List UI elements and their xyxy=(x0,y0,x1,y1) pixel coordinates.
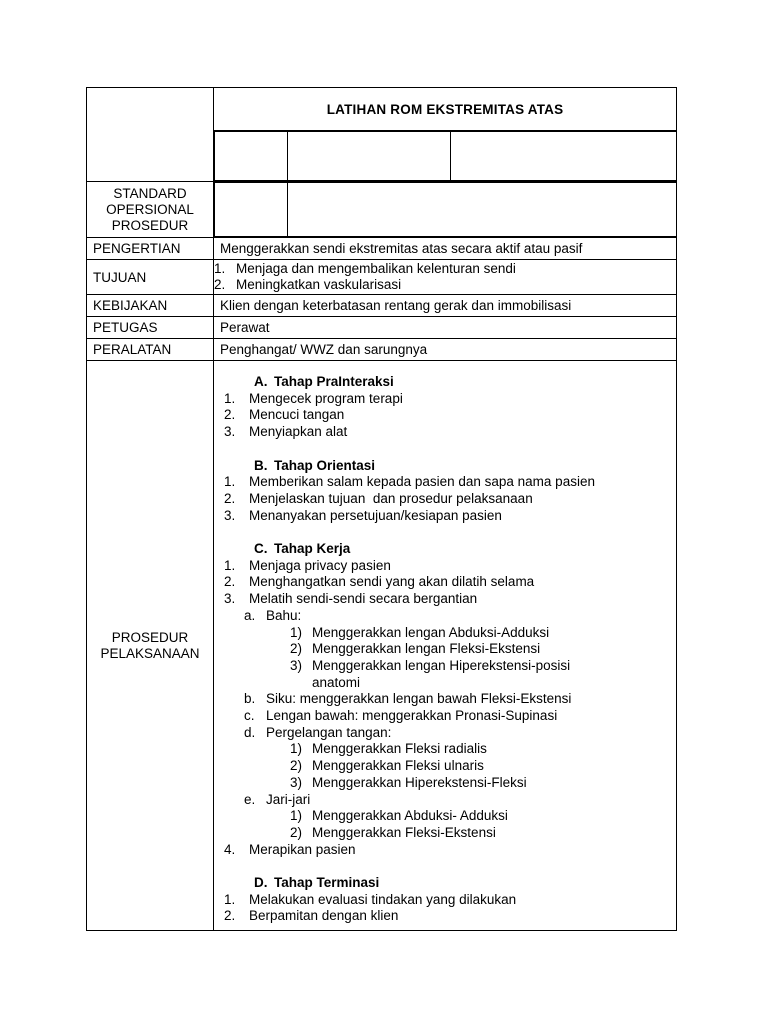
list-text: Mengecek program terapi xyxy=(249,390,403,406)
doc-number-cell xyxy=(215,132,288,181)
sop-document xyxy=(86,87,676,931)
prosedur-content xyxy=(214,361,677,931)
list-text: Melatih sendi-sendi secara bergantian xyxy=(249,591,478,607)
list-number: 1) xyxy=(290,808,303,824)
sop-label-line: STANDARD xyxy=(113,185,187,201)
list-text: Menggerakkan Hiperekstensi-Fleksi xyxy=(312,774,527,790)
step-title: Tahap Kerja xyxy=(274,541,351,556)
list-text: Menjelaskan tujuan dan prosedur pelaksanaan xyxy=(249,490,533,506)
sop-table xyxy=(86,87,677,931)
sop-label-line: PROSEDUR xyxy=(111,217,189,233)
document-title: LATIHAN ROM EKSTREMITAS ATAS xyxy=(214,88,677,131)
list-text: Menyiapkan alat xyxy=(249,424,348,440)
list-text: Menggerakkan Fleksi ulnaris xyxy=(312,758,484,774)
list-text: Menggerakkan lengan Fleksi-Ekstensi xyxy=(312,641,541,657)
sub-letter: a. xyxy=(244,607,256,623)
list-text: Menghangatkan sendi yang akan dilatih selama xyxy=(249,574,535,590)
list-text: Menjaga dan mengembalikan kelenturan sendi xyxy=(236,261,516,276)
list-text: Meningkatkan vaskularisasi xyxy=(236,277,402,292)
list-item xyxy=(224,842,676,859)
list-number: 1. xyxy=(224,390,236,406)
list-number: 1. xyxy=(224,474,236,490)
kebijakan-value: Klien dengan keterbatasan rentang gerak dan immobilisasi xyxy=(214,295,677,317)
page-cell xyxy=(451,132,677,181)
sub-letter: d. xyxy=(244,724,256,740)
list-text: Menggerakkan lengan Abduksi-Adduksi xyxy=(312,624,550,640)
sub-item xyxy=(224,608,676,625)
list-text: Menanyakan persetujuan/kesiapan pasien xyxy=(249,507,502,523)
sub-sub-item xyxy=(224,825,676,842)
list-item xyxy=(214,261,676,277)
list-text: Menggerakkan Abduksi- Adduksi xyxy=(312,808,508,824)
list-number: 3. xyxy=(224,507,236,523)
approval-cell xyxy=(288,183,677,237)
list-item xyxy=(224,508,676,525)
list-number: 2. xyxy=(224,407,236,423)
list-text: Menjaga privacy pasien xyxy=(249,557,391,573)
step-letter: C. xyxy=(254,541,268,556)
list-item xyxy=(214,277,676,293)
logo-cell xyxy=(87,88,214,182)
list-text: Menggerakkan lengan Hiperekstensi-posisi xyxy=(312,657,571,673)
date-cell xyxy=(215,183,288,237)
list-number: 2) xyxy=(290,758,303,774)
list-item xyxy=(224,574,676,591)
list-number: 1) xyxy=(290,624,303,640)
list-number: 2. xyxy=(214,277,226,292)
sub-text: Siku: menggerakkan lengan bawah Fleksi-Ekstensi xyxy=(266,691,572,707)
sub-letter: e. xyxy=(244,791,256,807)
revision-cell xyxy=(288,132,451,181)
sub-text: Bahu: xyxy=(266,607,302,623)
tujuan-list xyxy=(214,260,677,295)
peralatan-value: Penghangat/ WWZ dan sarungnya xyxy=(214,339,677,361)
list-item xyxy=(224,491,676,508)
list-number: 3) xyxy=(290,774,303,790)
list-text: Merapikan pasien xyxy=(249,841,356,857)
list-number: 3) xyxy=(290,657,303,673)
sub-text: Pergelangan tangan: xyxy=(266,724,392,740)
list-item xyxy=(224,908,676,925)
list-number: 2. xyxy=(224,574,236,590)
list-number: 1. xyxy=(224,891,236,907)
petugas-label: PETUGAS xyxy=(87,317,214,339)
list-number: 4. xyxy=(224,841,236,857)
sub-sub-item xyxy=(224,641,676,658)
list-number: 2. xyxy=(224,490,236,506)
list-item xyxy=(224,424,676,441)
step-heading xyxy=(224,541,676,558)
sub-item xyxy=(224,725,676,742)
list-number: 1. xyxy=(214,261,226,276)
list-number: 2) xyxy=(290,641,303,657)
prosedur-label xyxy=(87,361,214,931)
step-heading xyxy=(224,458,676,475)
step-title: Tahap Orientasi xyxy=(274,457,376,473)
list-number: 3. xyxy=(224,591,236,607)
sub-sub-item xyxy=(224,775,676,792)
sop-label xyxy=(87,182,214,238)
step-title: Tahap PraInteraksi xyxy=(274,374,394,389)
list-item xyxy=(224,591,676,608)
doc-info-row xyxy=(214,131,677,182)
prosedur-label-line: PELAKSANAAN xyxy=(100,645,200,661)
sub-sub-item xyxy=(224,658,676,675)
pengertian-label: PENGERTIAN xyxy=(87,238,214,260)
sub-item xyxy=(224,708,676,725)
list-item xyxy=(224,391,676,408)
pengertian-value: Menggerakkan sendi ekstremitas atas secara aktif atau pasif xyxy=(214,238,677,260)
prosedur-label-line: PROSEDUR xyxy=(111,629,189,645)
list-number: 2. xyxy=(224,908,236,924)
step-heading xyxy=(224,374,676,391)
list-item xyxy=(224,892,676,909)
list-number: 3. xyxy=(224,424,236,440)
sub-letter: b. xyxy=(244,691,256,707)
sub-letter: c. xyxy=(244,708,255,724)
list-text: Menggerakkan Fleksi-Ekstensi xyxy=(312,824,496,840)
list-text: Melakukan evaluasi tindakan yang dilakukan xyxy=(249,891,517,907)
step-letter: B. xyxy=(254,457,268,473)
list-item xyxy=(224,407,676,424)
sub-sub-item xyxy=(224,758,676,775)
sub-item xyxy=(224,691,676,708)
sub-text: Jari-jari xyxy=(266,791,311,807)
sop-label-line: OPERSIONAL xyxy=(106,201,194,217)
tujuan-label: TUJUAN xyxy=(87,260,214,295)
sop-info-row xyxy=(214,182,677,238)
list-number: 1) xyxy=(290,741,303,757)
sub-sub-item xyxy=(224,741,676,758)
kebijakan-label: KEBIJAKAN xyxy=(87,295,214,317)
sub-sub-item xyxy=(224,808,676,825)
list-number: 2) xyxy=(290,824,303,840)
step-title: Tahap Terminasi xyxy=(274,875,380,891)
list-text: Berpamitan dengan klien xyxy=(249,908,399,924)
petugas-value: Perawat xyxy=(214,317,677,339)
list-number: 1. xyxy=(224,557,236,573)
sub-text: Lengan bawah: menggerakkan Pronasi-Supinasi xyxy=(266,708,558,724)
list-item xyxy=(224,474,676,491)
continuation-line: anatomi xyxy=(312,674,361,690)
list-text: Mencuci tangan xyxy=(249,407,345,423)
peralatan-label: PERALATAN xyxy=(87,339,214,361)
step-letter: D. xyxy=(254,875,268,891)
list-text: Memberikan salam kepada pasien dan sapa nama pasien xyxy=(249,474,595,490)
sub-item xyxy=(224,792,676,809)
sub-sub-item xyxy=(224,625,676,642)
list-item xyxy=(224,558,676,575)
step-heading xyxy=(224,875,676,892)
list-text: Menggerakkan Fleksi radialis xyxy=(312,741,487,757)
step-letter: A. xyxy=(254,374,268,389)
